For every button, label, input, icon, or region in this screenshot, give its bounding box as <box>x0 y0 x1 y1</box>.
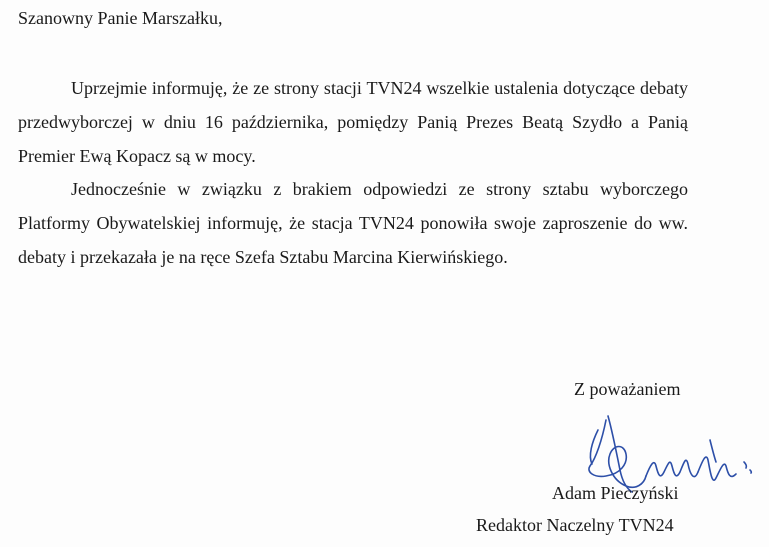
salutation: Szanowny Panie Marszałku, <box>18 8 223 28</box>
body-paragraph: Jednocześnie w związku z brakiem odpowiedzi ze strony sztabu wyborczego Platformy Obywatelskiej informuję, że stacja TVN24 ponowiła swoje zaproszenie do ww. debaty i przekazała je na ręce Szefa Sztabu Marcina Kierwińskiego. <box>18 179 688 267</box>
closing-phrase: Z poważaniem <box>574 379 681 399</box>
signer-name: Adam Pieczyński <box>552 483 679 503</box>
signer-title: Redaktor Naczelny TVN24 <box>476 515 674 535</box>
body-paragraph: Uprzejmie informuję, że ze strony stacji TVN24 wszelkie ustalenia dotyczące debaty przedwyborczej w dniu 16 października, pomiędzy Panią Prezes Beatą Szydło a Panią Premier Ewą Kopacz są w mocy. <box>18 78 688 166</box>
